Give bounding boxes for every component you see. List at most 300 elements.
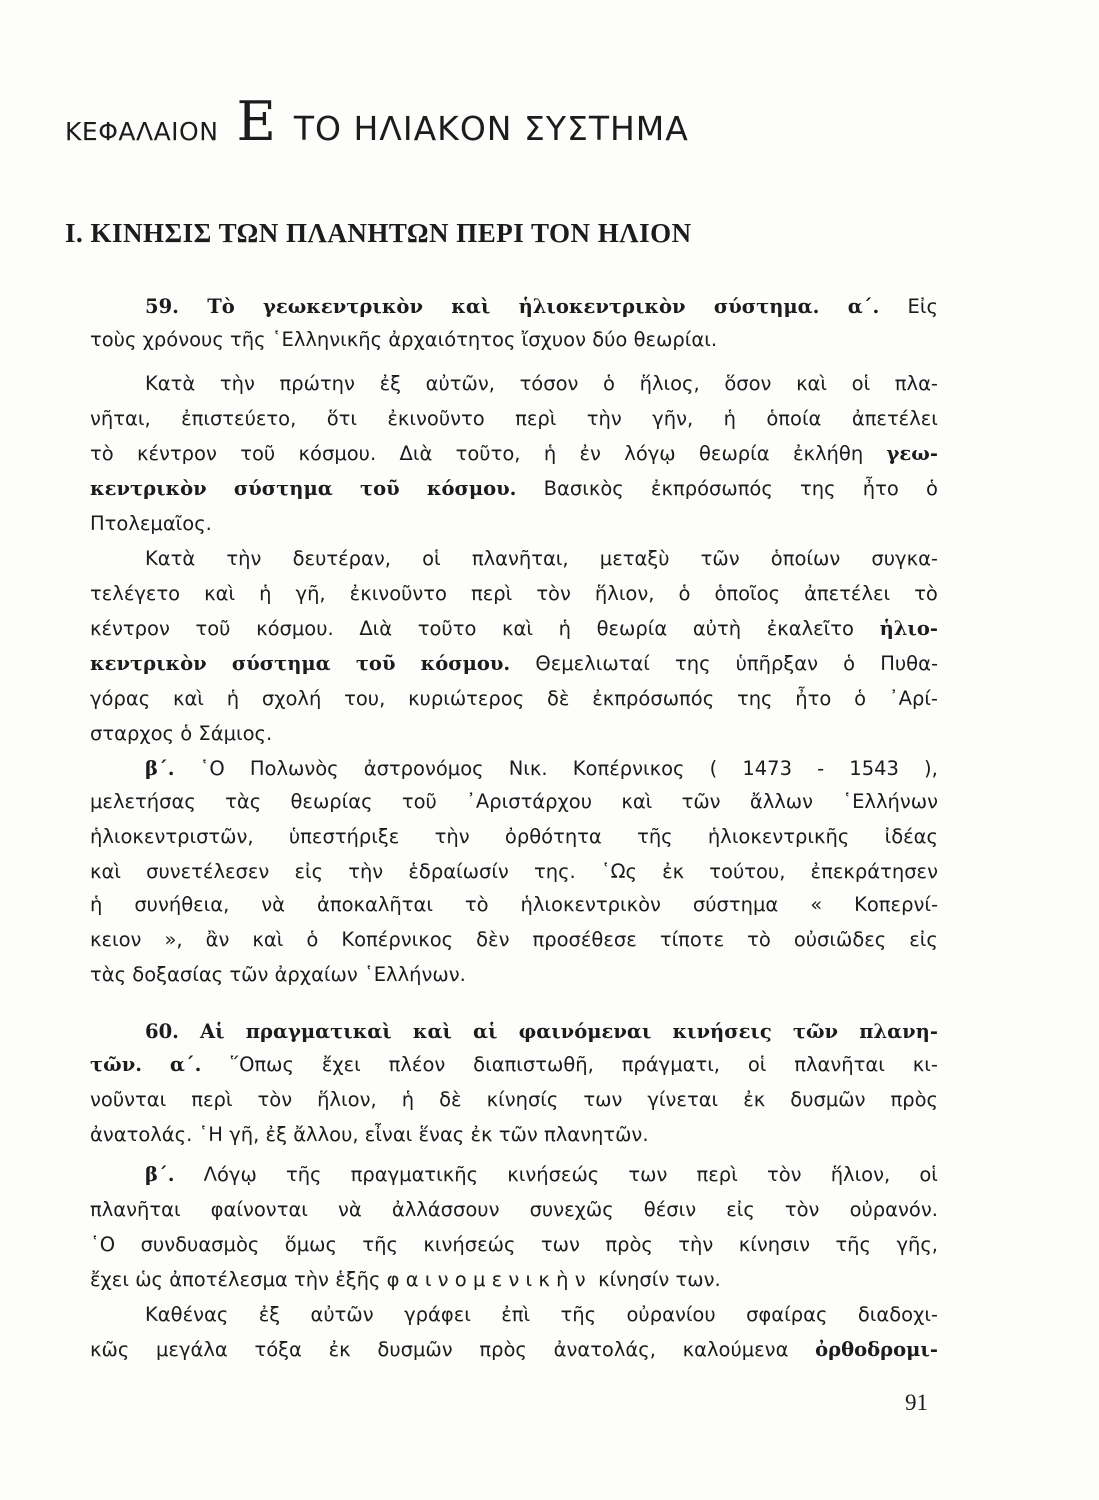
word: ἐπεκράτησεν [810, 860, 938, 883]
word: ἄλλων [749, 790, 814, 813]
bold-word: γεωκεντρικὸν [263, 295, 423, 318]
word: πλα- [894, 372, 938, 395]
text-line [90, 752, 938, 785]
word: πράγματι, [621, 1053, 720, 1076]
word: ὁ [180, 722, 193, 745]
word: ὁποίων [770, 547, 841, 570]
text-line [90, 290, 938, 323]
word: ῾Ελλήνων. [363, 963, 466, 986]
word: εἰς [726, 1198, 755, 1221]
chapter-heading [65, 90, 689, 153]
word: κίνησίς [486, 1088, 559, 1111]
word: θεωρίας [290, 790, 373, 813]
word: ἂν [205, 928, 230, 951]
word: μεγάλα [156, 1338, 228, 1361]
word: Κοπερνί- [854, 893, 938, 916]
word: του, [344, 687, 386, 710]
word: ὁ [678, 582, 691, 605]
word: ὡς [135, 1268, 163, 1291]
text-line [90, 717, 938, 750]
word: ῾Ο [199, 757, 225, 780]
word: ὅμως [284, 1233, 337, 1256]
word: 1473 [742, 757, 792, 780]
word: τοῦτο, [455, 442, 521, 465]
word: τόξα [254, 1338, 302, 1361]
word: ἡ [259, 582, 272, 605]
word: εἰς [294, 860, 324, 883]
word: πρώτην [279, 372, 355, 395]
bold-word: καὶ [412, 1020, 452, 1043]
word: τὴν [678, 1233, 714, 1256]
word: συνδυασμὸς [140, 1233, 260, 1256]
word: τὰς [225, 790, 262, 813]
text-line [90, 367, 938, 400]
word: κινήσεώς [423, 1233, 516, 1256]
text-line [90, 923, 938, 956]
word: ἡλιοκεντριστῶν, [90, 825, 254, 848]
word: ὅτι [326, 407, 357, 430]
word: αὐτῶν, [425, 372, 495, 395]
word: δὲ [546, 687, 570, 710]
word: ἀπετέλει [804, 582, 891, 605]
text-line [90, 1015, 938, 1048]
word: περὶ [471, 582, 513, 605]
word: οἱ [422, 547, 441, 570]
bold-word: κεντρικὸν [90, 652, 207, 675]
word: ἦτο [795, 687, 832, 710]
word: γόρας [90, 687, 151, 710]
word: συνεχῶς [529, 1198, 614, 1221]
word: ἥλιον, [317, 1088, 377, 1111]
word: των [540, 1233, 580, 1256]
word: τελέγετο [90, 582, 181, 605]
word: μεταξὺ [599, 547, 670, 570]
word: ἔχει [321, 1053, 361, 1076]
word: ἡ [558, 617, 571, 640]
word: τὸ [90, 442, 114, 465]
word: οἱ [747, 1053, 767, 1076]
word: πλανητῶν. [543, 1123, 649, 1146]
bold-word: ἡλιο- [879, 617, 938, 640]
word: ἦτο [862, 477, 899, 500]
bold-word: πλανη- [859, 1020, 938, 1043]
word: τοὺς [90, 328, 137, 351]
word: ἀποκαλῆται [316, 893, 433, 916]
word: ὁ [926, 477, 938, 500]
word: δευτέραν, [292, 547, 391, 570]
word: συνήθεια, [134, 893, 230, 916]
word: τῆς [835, 1233, 871, 1256]
word: ἐπιστεύετο, [181, 407, 297, 430]
word: Εἰς [907, 295, 938, 318]
word: συνετέλεσεν [146, 860, 270, 883]
word: ἐπὶ [501, 1303, 531, 1326]
word: τῆς [637, 825, 673, 848]
word: τῶν [229, 963, 269, 986]
text-line [90, 647, 938, 680]
word: ἡ [723, 407, 736, 430]
word: της. [533, 860, 576, 883]
word: Κατὰ [145, 372, 196, 395]
text-line [90, 958, 938, 991]
word: τῆς [362, 1233, 398, 1256]
word: ( [709, 757, 718, 780]
word: ᾿Αριστάρχου [466, 790, 593, 813]
bold-word: τῶν. [90, 1053, 143, 1076]
word: κέντρον [90, 617, 170, 640]
bold-word: ἡλιοκεντρικὸν [518, 295, 686, 318]
word: ἄλλου, [293, 1123, 359, 1146]
word: Σάμιος. [198, 722, 273, 745]
text-line [90, 1263, 938, 1296]
word: πλανῆται, [471, 547, 569, 570]
word: κέντρον [137, 442, 217, 465]
word: των [628, 1163, 668, 1186]
word: ὁποία [766, 407, 822, 430]
bold-word: σύστημα. [713, 295, 820, 318]
text-line [90, 1193, 938, 1226]
word: ὁ [603, 372, 615, 395]
section-title: Ι. ΚΙΝΗΣΙΣ ΤΩΝ ΠΛΑΝΗΤΩΝ ΠΕΡΙ ΤΟΝ ΗΛΙΟΝ [65, 218, 692, 248]
word: ἐκλήθη [792, 442, 864, 465]
text-line [90, 820, 938, 853]
word: κινήσεώς [507, 1163, 600, 1186]
word: νὰ [338, 1198, 362, 1221]
word: Κοπέρνικος [341, 928, 454, 951]
word: τῶν [498, 1123, 538, 1146]
word: Λόγῳ [203, 1163, 257, 1186]
word: κόσμου. [256, 617, 334, 640]
bold-word: καὶ [451, 295, 491, 318]
bold-word: σύστημα [231, 652, 331, 675]
word: τούτου, [709, 860, 786, 883]
word: ἀλλάσσουν [391, 1198, 500, 1221]
word: της [674, 652, 711, 675]
bold-word: γεω- [886, 442, 938, 465]
word: ἀρχαιότητος [388, 328, 516, 351]
word: ἐξ [379, 372, 401, 395]
text-line [90, 888, 938, 921]
word: δὲ [439, 1088, 462, 1111]
bold-word: αἱ [473, 1020, 498, 1043]
text-line [90, 855, 938, 888]
word: γίνεται [647, 1088, 719, 1111]
word: ἐν [579, 442, 601, 465]
word: νὰ [261, 893, 286, 916]
word: οὐσιῶδες [793, 928, 887, 951]
word: περὶ [191, 1088, 233, 1111]
word: πρὸς [890, 1088, 938, 1111]
word: ἰδέας [884, 825, 938, 848]
word: ἐξ [258, 1303, 281, 1326]
bold-word: Αἱ [200, 1020, 225, 1043]
word: ἡ [543, 442, 557, 465]
word: τὸ [747, 928, 771, 951]
bold-word: κόσμου. [426, 477, 517, 500]
text-line [90, 402, 938, 435]
word: Πυθα- [880, 652, 938, 675]
word: ἑδραίωσίν [408, 860, 509, 883]
text-line [90, 323, 938, 356]
word: τῆς [560, 1303, 597, 1326]
word: τὸν [257, 1088, 293, 1111]
word: καλούμενα [682, 1338, 789, 1361]
bold-word: ὀρθοδρομι- [815, 1338, 938, 1361]
text-line [90, 1333, 938, 1366]
word: γράφει [404, 1303, 471, 1326]
word: τόσον [519, 372, 579, 395]
word: καὶ [621, 790, 653, 813]
word: ἀνατολάς, [553, 1338, 656, 1361]
chapter-label: ΚΕΦΑΛΑΙΟΝ [65, 117, 219, 146]
word: ἐκαλεῖτο [766, 617, 854, 640]
word: Πολωνὸς [249, 757, 339, 780]
word: ἡ [226, 687, 240, 710]
word: ὁ [306, 928, 319, 951]
word: πλανῆται [794, 1053, 885, 1076]
word: ἐκ [328, 1338, 351, 1361]
word: ἥλιον, [594, 582, 655, 605]
word: Θεμελιωταί [535, 652, 650, 675]
word: τοῦ [240, 442, 276, 465]
word: ἐκ [743, 1088, 766, 1111]
word: ἀνατολάς. [90, 1123, 193, 1146]
word: ὀρθότητα [504, 825, 602, 848]
text-line [90, 1048, 938, 1081]
word: των [583, 1088, 623, 1111]
word: καὶ [172, 687, 204, 710]
word: τὸν [536, 582, 571, 605]
word: διαδοχι- [857, 1303, 938, 1326]
word: ἡλιοκεντρικὸν [520, 893, 661, 916]
word: τὴν [219, 372, 255, 395]
word: Βασικὸς [543, 477, 624, 500]
word: της [736, 687, 773, 710]
word: καὶ [252, 928, 284, 951]
text-line [90, 1083, 938, 1116]
text-line [90, 1158, 938, 1191]
word: ὁ [854, 687, 867, 710]
word: πλανῆται [90, 1198, 181, 1221]
bold-word: τοῦ [359, 477, 400, 500]
chapter-title: ΤΟ ΗΛΙΑΚΟΝ ΣΥΣΤΗΜΑ [293, 109, 689, 148]
word: κόσμου. [298, 442, 377, 465]
word: ἡλιοκεντρικῆς [707, 825, 850, 848]
bold-word: τῶν [792, 1020, 839, 1043]
word: ἐκινοῦντο [349, 582, 447, 605]
word: ἐκινοῦντο [387, 407, 485, 430]
word: ἐκπρόσωπός [592, 687, 715, 710]
word: ἀποτέλεσμα [169, 1268, 288, 1291]
bold-word: β΄. [145, 757, 175, 780]
word: οἱ [851, 372, 871, 395]
word: τοῦ [195, 617, 231, 640]
word: θεωρία [698, 442, 770, 465]
word: Καθένας [145, 1303, 229, 1326]
text-line [90, 682, 938, 715]
bold-word: 59. [145, 295, 179, 318]
word: σχολή [261, 687, 322, 710]
word: μελετήσας [90, 790, 196, 813]
word: χρόνους [142, 328, 224, 351]
word: διαπιστωθῆ, [473, 1053, 594, 1076]
word: τὴν [348, 860, 384, 883]
word: θέσιν [643, 1198, 697, 1221]
word: ῾Ο [90, 1233, 116, 1256]
word: ἀρχαίων [274, 963, 358, 986]
word: τὸ [914, 582, 938, 605]
word: εἰς [909, 928, 938, 951]
word: σύστημα [692, 893, 779, 916]
word: ), [924, 757, 938, 780]
bold-word: α΄. [169, 1053, 202, 1076]
word: δύο [592, 328, 628, 351]
word: θεωρία [596, 617, 668, 640]
word: Νικ. [508, 757, 548, 780]
word: σταρχος [90, 722, 174, 745]
word: δυσμῶν [377, 1338, 453, 1361]
word: τὴν [293, 1268, 329, 1291]
word: γῆ, [229, 1123, 260, 1146]
word: αὐτῶν [310, 1303, 374, 1326]
word: ἴσχυον [521, 328, 586, 351]
word: προσέθεσε [532, 928, 637, 951]
text-line [90, 1228, 938, 1261]
word: ἡ [90, 893, 103, 916]
word: Διὰ [359, 617, 393, 640]
word: τὴν [586, 407, 622, 430]
bold-word: φαινόμεναι [518, 1020, 652, 1043]
word: καὶ [502, 617, 533, 640]
word: κίνησιν [738, 1233, 810, 1256]
word: - [817, 757, 825, 780]
word: δυσμῶν [790, 1088, 866, 1111]
word: Πτολεμαῖος. [90, 512, 212, 535]
word: ἐκπρόσωπός [650, 477, 773, 500]
text-line [90, 507, 938, 540]
word: δοξασίας [132, 963, 224, 986]
word: δὲν [476, 928, 510, 951]
word: τῶν [700, 547, 740, 570]
word: εἶναι [364, 1123, 413, 1146]
word: τῆς [285, 1163, 322, 1186]
word: », [164, 928, 183, 951]
word: ἕνας [418, 1123, 465, 1146]
text-line [90, 577, 938, 610]
word: ἑξῆς [335, 1268, 381, 1291]
word: περὶ [515, 407, 557, 430]
word: τὴν [226, 547, 262, 570]
word: ῾Ελλήνων [842, 790, 938, 813]
text-line [90, 437, 938, 470]
text-line [90, 1298, 938, 1331]
word: « [810, 893, 823, 916]
bold-word: κινήσεις [672, 1020, 772, 1043]
word: σφαίρας [746, 1303, 828, 1326]
word: οἱ [919, 1163, 938, 1186]
word: ὑπῆρξαν [735, 652, 819, 675]
text-line [90, 612, 938, 645]
word: τὴν [434, 825, 470, 848]
word: τὸ [464, 893, 489, 916]
word: θεωρίαι. [633, 328, 718, 351]
text-line [90, 785, 938, 818]
text-line [90, 542, 938, 575]
word: ἔχει [90, 1268, 129, 1291]
word: ῞Οπως [229, 1053, 294, 1076]
word: ἐξ [265, 1123, 287, 1146]
word: καὶ [90, 860, 121, 883]
word: συγκα- [871, 547, 938, 570]
word: κίνησίν [598, 1268, 670, 1291]
word: ὑπεστήριξε [288, 825, 400, 848]
word: πραγματικῆς [350, 1163, 479, 1186]
bold-word: β΄. [145, 1163, 175, 1186]
word: νοῦνται [90, 1088, 167, 1111]
word: ᾿Αρί- [888, 687, 938, 710]
word: τοῦ [401, 790, 437, 813]
word: περὶ [696, 1163, 738, 1186]
word: Κοπέρνικος [572, 757, 685, 780]
word: ἀστρονόμος [363, 757, 484, 780]
bold-word: 60. [145, 1020, 179, 1043]
bold-word: α΄. [847, 295, 880, 318]
word: πρὸς [605, 1233, 653, 1256]
word: τὰς [90, 963, 127, 986]
word: ἀπετέλει [851, 407, 938, 430]
word: τοῦτο [417, 617, 477, 640]
word: των. [675, 1268, 721, 1291]
bold-word: κεντρικὸν [90, 477, 207, 500]
bold-word: πραγματικαὶ [245, 1020, 392, 1043]
word: ῾Ελληνικῆς [271, 328, 383, 351]
word: γῆν, [652, 407, 694, 430]
text-line [90, 1118, 938, 1151]
word: λόγῳ [624, 442, 676, 465]
bold-word: σύστημα [233, 477, 333, 500]
word: γῆ, [295, 582, 326, 605]
word: ἐκ [662, 860, 685, 883]
word: τὸν [766, 1163, 802, 1186]
word: ἥλιον, [830, 1163, 891, 1186]
chapter-letter: Ε [236, 90, 276, 153]
word: πρὸς [479, 1338, 527, 1361]
word: αὐτὴ [692, 617, 742, 640]
word: φαινομενικὴν [386, 1268, 592, 1291]
word: Διὰ [399, 442, 433, 465]
page-number: 91 [905, 1390, 928, 1415]
word: κυριώτερος [408, 687, 525, 710]
bold-word: κόσμου. [420, 652, 511, 675]
word: 1543 [849, 757, 899, 780]
word: πλέον [388, 1053, 446, 1076]
word: ἡ [401, 1088, 415, 1111]
word: τῶν [681, 790, 721, 813]
word: καὶ [204, 582, 236, 605]
word: ἥλιος, [639, 372, 700, 395]
word: κῶς [90, 1338, 130, 1361]
word: ῾Ως [600, 860, 637, 883]
word: κι- [912, 1053, 938, 1076]
word: κειον [90, 928, 142, 951]
word: ὅσον [724, 372, 772, 395]
word: τὸν [784, 1198, 820, 1221]
word: τίποτε [659, 928, 725, 951]
word: νῆται, [90, 407, 151, 430]
text-line [90, 472, 938, 505]
word: ὁποῖος [714, 582, 781, 605]
word: γῆς, [896, 1233, 938, 1256]
